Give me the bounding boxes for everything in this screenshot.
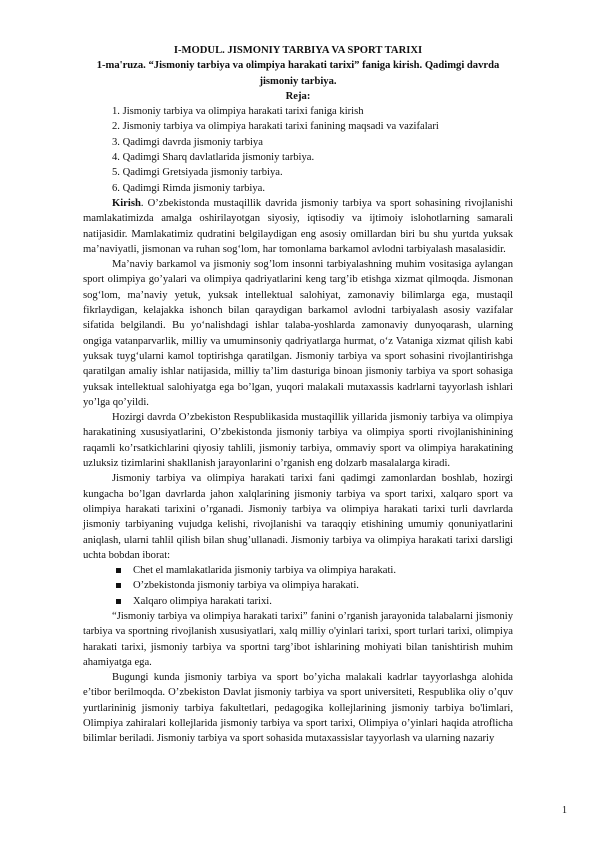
plan-list <box>83 104 513 196</box>
intro-paragraph <box>83 196 513 257</box>
chapter-item <box>83 594 513 609</box>
module-title: I-MODUL. JISMONIY TARBIYA VA SPORT TARIXI <box>173 45 423 56</box>
lecture-title: 1-ma'ruza. “Jismoniy tarbiya va olimpiya harakati tarixi” faniga kirish. Qadimgi davrda jismoniy tarbiya. <box>96 60 500 87</box>
square-bullet-icon <box>116 583 121 588</box>
square-bullet-icon <box>116 599 121 604</box>
document-page <box>83 43 513 747</box>
chapter-item-text: Chet el mamlakatlarida jismoniy tarbiya va olimpiya harakati. <box>133 565 396 577</box>
chapter-item <box>83 578 513 593</box>
body-paragraph: “Jismoniy tarbiya va olimpiya harakati tarixi” fanini o’rganish jarayonida talabalarni jismoniy tarbiya va sportning rivojlanish xususiyatlari, xalq milliy o'yinlari tarixi, sport turlari tarixi, olimpiya harakati tarixi, jismoniy tarbiya va sportni targ’ibot ishlarining mohiyati bilan tanishtirish muhim ahamiyatga ega. <box>83 610 513 668</box>
body-paragraph: Ma’naviy barkamol va jismoniy sog’lom insonni tarbiyalashning muhim vositasiga aylangan sport olimpiya go’yalari va olimpiya qadriyatlarini keng targ’ib etishga xizmat qilmoqda. Jismonan sog‘lom, ma’naviy yetuk, yuksak intellektual salohiyat, zamonaviy bilimlarga ega, mustaqil fikrlaydigan, kelajakka ishonch bilan qaraydigan barkamol avlodni tarbiyalash asosiy vazifalar sifatida belgilandi. Bu yo‘nalishdagi ishlar talaba-yoshlarda zamonaviy dunyoqarash, ularning ongiga vatanparvarlik, milliy va umuminsoniy qadriyatlarga hurmat, o‘z Vataniga xizmat qilish kabi yuksak tuyg‘ularni kamol toptirishga qaratilgan. Jismoniy tarbiya va sport sohasini rivojlantirishga qaratilgan amaliy ishlar natijasida, milliy ta’lim dasturiga binoan jismoniy tarbiya va sport sohasiga yuksak intellektual salohiyatga ega bo’lgan, yuqori malakali mutaxassis kadrlarni tayyorlash ishlari yo’lga qo’yildi. <box>83 259 513 408</box>
plan-item: 2. Jismoniy tarbiya va olimpiya harakati tarixi fanining maqsadi va vazifalari <box>112 121 439 133</box>
plan-item: 1. Jismoniy tarbiya va olimpiya harakati tarixi faniga kirish <box>112 106 364 118</box>
chapter-item-text: Xalqaro olimpiya harakati tarixi. <box>133 595 272 607</box>
body-paragraph: Bugungi kunda jismoniy tarbiya va sport bo’yicha malakali kadrlar tayyorlashga alohida e’tibor berilmoqda. O’zbekiston Davlat jismoniy tarbiya va sport universiteti, Respublika oliy o’quv yurtlarininig jismoniy tarbiya fakultetlari, pedagogika kollejlarining jismoniy tarbiya bo'limlari, Olimpiya zahiralari kollejlarida jismoniy tarbiya va sport tarixi, Olimpiya o’yinlari haqida atroflicha bilimlar beriladi. Jismoniy tarbiya va sport sohasida mutaxassislar tayyorlash va ularning nazariy <box>83 672 513 745</box>
plan-heading: Reja: <box>285 90 311 102</box>
page-number: 1 <box>562 805 567 816</box>
chapter-list <box>83 563 513 609</box>
plan-item: 6. Qadimgi Rimda jismoniy tarbiya. <box>112 182 266 194</box>
body-paragraph: Hozirgi davrda O’zbekiston Respublikasida mustaqillik yillarida jismoniy tarbiya va olimpiya harakatining xususiyatlarini, O’zbekistonda jismoniy tarbiya va olimpiya sporti rivojlanishinining raqamli ko’rsatkichlarini qiyosiy tahlili, jismoniy tarbiya, ommaviy sport va olimpiya harakatining uzluksiz tizimlarini shakllanish jarayonlarini o’rganish eng dolzarb masalalarga kiradi. <box>83 412 513 470</box>
plan-item: 3. Qadimgi davrda jismoniy tarbiya <box>112 136 263 148</box>
intro-text: . O’zbekistonda mustaqillik davrida jismoniy tarbiya va sport sohasining rivojlanishi mamlakatimizda amalga oshirilayotgan siyosiy, iqtisodiy va ijtimoiy islohotlarning samarali natijasidir. Mamlakatimiz qudratini belgilaydigan eng asosiy omillardan biri bu shu yurtda yuksak ma’naviyatli, jismonan va ruhan sog‘lom, har tomonlama barkamol avlodni tarbiyalash masalasidir. <box>83 197 513 255</box>
chapter-item <box>83 563 513 578</box>
plan-item: 4. Qadimgi Sharq davlatlarida jismoniy tarbiya. <box>112 152 315 164</box>
intro-label: Kirish <box>112 197 141 209</box>
plan-item: 5. Qadimgi Gretsiyada jismoniy tarbiya. <box>112 167 283 179</box>
body-paragraph: Jismoniy tarbiya va olimpiya harakati tarixi fani qadimgi zamonlardan boshlab, hozirgi kungacha bo’lgan davrlarda jahon xalqlarining jismoniy tarbiya va sport tarixi, xalqaro sport va olimpiya harakati tarixini o’rganadi. Jismoniy tarbiya va olimpiya harakati tarixi turli davrlarda jismoniy tarbiyaning vujudga kelishi, rivojlanishi va taraqqiy etishining umumiy qonuniyatlarini aniqlash, ularni tahlil qilish bilan shug’ullanadi. Jismoniy tarbiya va olimpiya harakati tarixi darsligi uchta bobdan iborat: <box>83 473 513 561</box>
chapter-item-text: O’zbekistonda jismoniy tarbiya va olimpiya harakati. <box>133 580 359 592</box>
square-bullet-icon <box>116 568 121 573</box>
